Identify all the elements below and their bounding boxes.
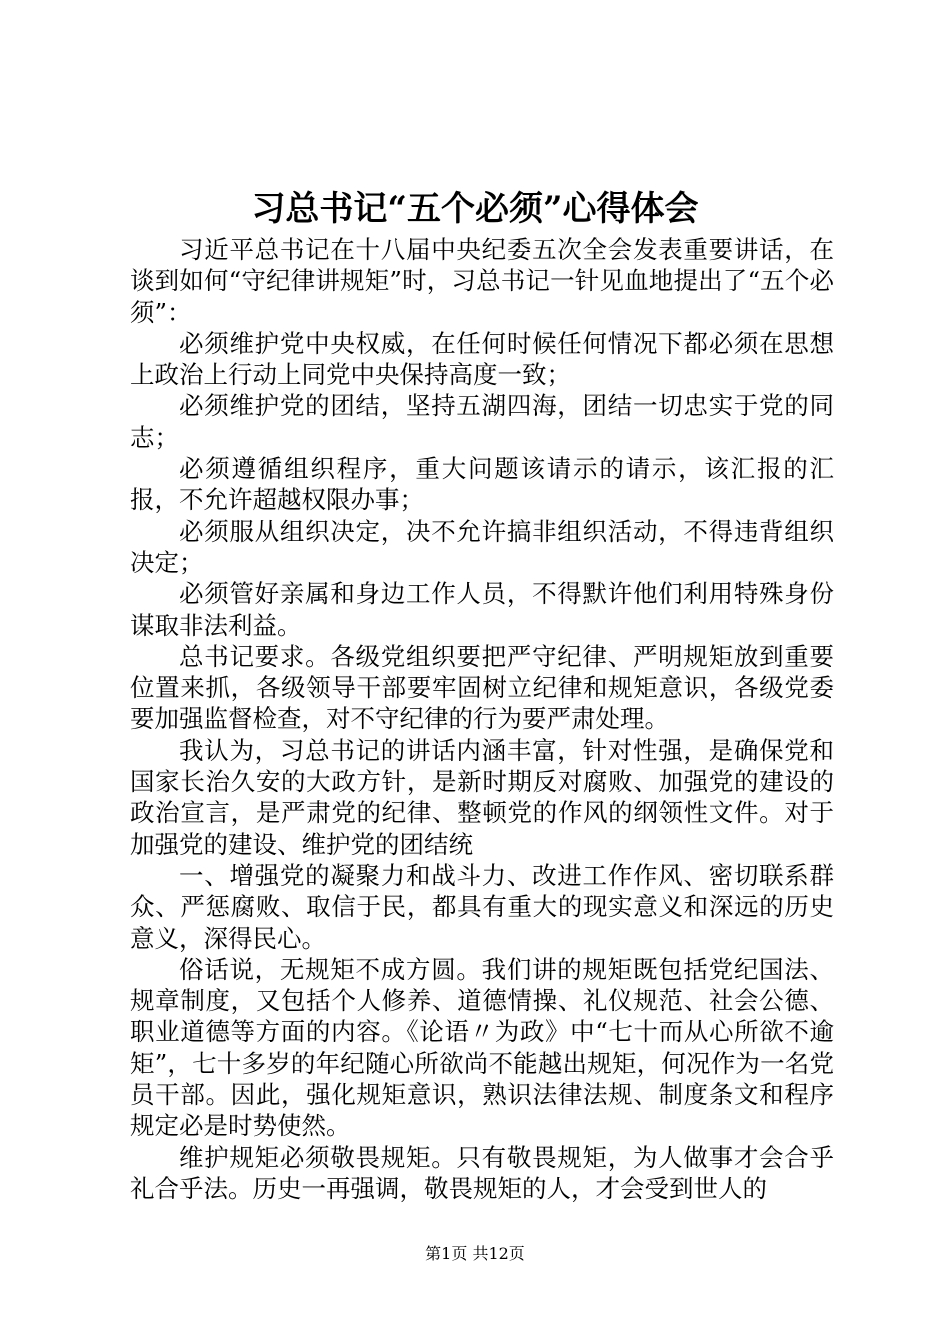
page-number-footer: 第1页 共12页 — [425, 1244, 525, 1263]
paragraph-must-3: 必须遵循组织程序，重大问题该请示的请示，该汇报的汇报，不允许超越权限办事； — [130, 454, 834, 515]
paragraph-significance: 一、增强党的凝聚力和战斗力、改进工作作风、密切联系群众、严惩腐败、取信于民，都具有重大的现实意义和深远的历史意义，深得民心。 — [130, 860, 834, 953]
document-body — [130, 234, 834, 1204]
paragraph-requirements: 总书记要求。各级党组织要把严守纪律、严明规矩放到重要位置来抓，各级领导干部要牢固树立纪律和规矩意识，各级党委要加强监督检查，对不守纪律的行为要严肃处理。 — [130, 641, 834, 734]
paragraph-must-2: 必须维护党的团结，坚持五湖四海，团结一切忠实于党的同志； — [130, 391, 834, 452]
paragraph-must-5: 必须管好亲属和身边工作人员，不得默许他们利用特殊身份谋取非法利益。 — [130, 579, 834, 640]
paragraph-proverb: 俗话说，无规矩不成方圆。我们讲的规矩既包括党纪国法、规章制度，又包括个人修养、道德情操、礼仪规范、社会公德、职业道德等方面的内容。《论语〃为政》中“七十而从心所欲不逾矩”，七十多岁的年纪随心所欲尚不能越出规矩，何况作为一名党员干部。因此，强化规矩意识，熟识法律法规、制度条文和程序规定必是时势使然。 — [130, 954, 834, 1141]
paragraph-respect-rules: 维护规矩必须敬畏规矩。只有敬畏规矩，为人做事才会合乎礼合乎法。历史一再强调，敬畏规矩的人，才会受到世人的 — [130, 1142, 834, 1203]
document-title: 习总书记“五个必须”心得体会 — [251, 189, 699, 229]
paragraph-intro: 习近平总书记在十八届中央纪委五次全会发表重要讲话，在谈到如何“守纪律讲规矩”时，习总书记一针见血地提出了“五个必须”： — [130, 235, 834, 327]
paragraph-opinion: 我认为，习总书记的讲话内涵丰富，针对性强，是确保党和国家长治久安的大政方针，是新时期反对腐败、加强党的建设的政治宣言，是严肃党的纪律、整顿党的作风的纲领性文件。对于加强党的建设、维护党的团结统 — [130, 735, 834, 859]
paragraph-must-1: 必须维护党中央权威，在任何时候任何情况下都必须在思想上政治上行动上同党中央保持高度一致； — [130, 328, 834, 390]
paragraph-must-4: 必须服从组织决定，决不允许搞非组织活动，不得违背组织决定； — [130, 516, 834, 577]
